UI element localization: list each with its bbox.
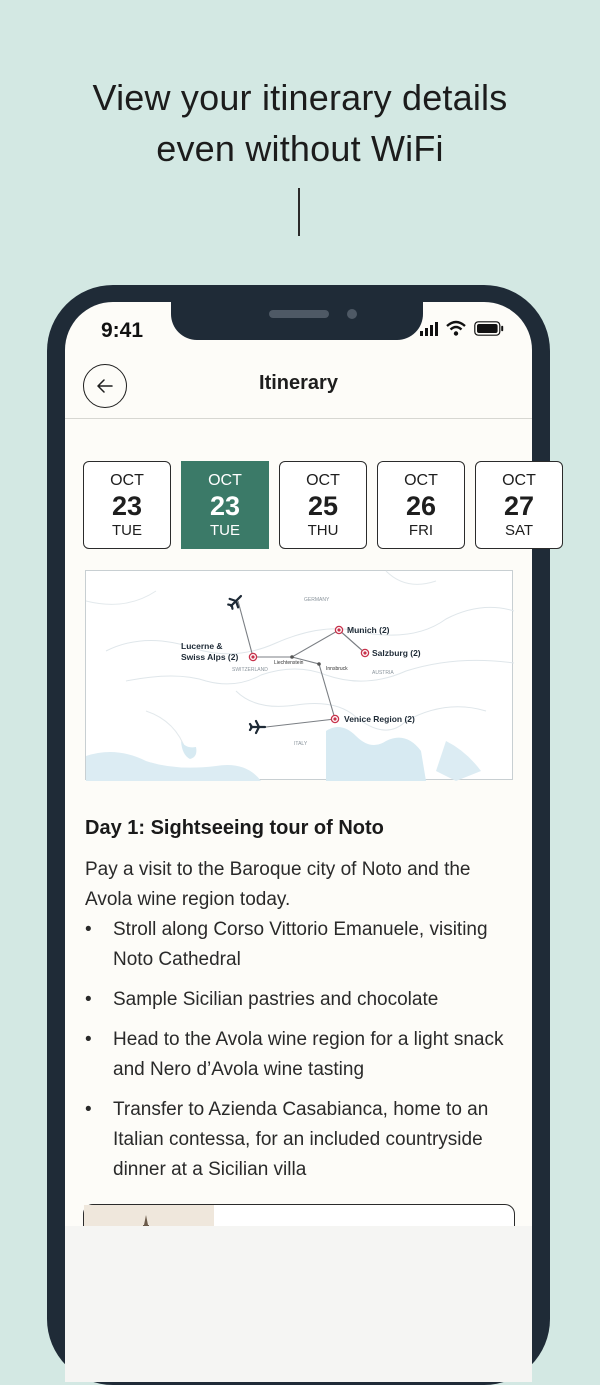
nav-bar: [65, 354, 532, 419]
headline-line-1: View your itinerary details: [92, 77, 508, 118]
map-label-salzburg: Salzburg (2): [372, 648, 421, 658]
speaker-grille: [269, 310, 329, 318]
route-map-graphic: [86, 571, 514, 781]
map-label-italy: ITALY: [294, 741, 308, 747]
headline-line-2: even without WiFi: [156, 128, 444, 169]
plane-icon: [226, 592, 245, 611]
activity-text: Sample Sicilian pastries and chocolate: [113, 989, 439, 1010]
map-label-lucerne-1: Lucerne &: [181, 641, 223, 651]
date-day: 27: [503, 491, 535, 521]
signal-icon: [420, 322, 438, 336]
activity-list: [85, 915, 515, 1195]
date-day: 25: [307, 491, 339, 521]
date-weekday: FRI: [408, 522, 434, 539]
map-label-liechtenstein: Liechtenstein: [274, 660, 304, 666]
date-card-selected[interactable]: [181, 461, 269, 549]
list-item: [85, 1025, 515, 1085]
bullet: •: [85, 1099, 92, 1120]
map-label-munich: Munich (2): [347, 625, 390, 635]
activity-text: Stroll along Corso Vittorio Emanuele, visiting Noto Cathedral: [113, 919, 488, 970]
activity-text: Head to the Avola wine region for a light snack and Nero d’Avola wine tasting: [113, 1029, 504, 1080]
map-label-venice: Venice Region (2): [344, 714, 415, 724]
phone-notch: [171, 300, 423, 340]
date-month: OCT: [208, 472, 242, 489]
bullet: •: [85, 1029, 92, 1050]
map-label-austria: AUSTRIA: [372, 670, 394, 676]
date-card[interactable]: [475, 461, 563, 549]
front-camera: [347, 309, 357, 319]
phone-screen: [65, 302, 536, 1382]
date-weekday: SAT: [504, 522, 534, 539]
bullet: •: [85, 919, 92, 940]
wifi-icon: [446, 321, 466, 336]
status-time: 9:41: [101, 319, 144, 342]
day-title: Day 1: Sightseeing tour of Noto: [85, 817, 384, 839]
status-icons: [420, 321, 504, 336]
date-day: 26: [405, 491, 437, 521]
activity-text: Transfer to Azienda Casabianca, home to an Italian contessa, for an included countryside dinner at a Sicilian villa: [113, 1099, 489, 1180]
map-label-germany: GERMANY: [304, 597, 330, 603]
date-month: OCT: [502, 472, 536, 489]
page-title: Itinerary: [259, 372, 338, 394]
map-label-switzerland: SWITZERLAND: [232, 667, 268, 673]
date-day: 23: [111, 491, 143, 521]
day-intro: Pay a visit to the Baroque city of Noto and the Avola wine region today.: [85, 859, 471, 910]
date-weekday: TUE: [210, 522, 240, 539]
date-weekday: THU: [307, 522, 339, 539]
headline: [0, 72, 600, 174]
route-map[interactable]: [85, 570, 513, 780]
plane-icon: [250, 721, 265, 733]
list-item: [85, 985, 515, 1015]
list-item: [85, 1095, 515, 1185]
date-weekday: TUE: [112, 522, 142, 539]
date-month: OCT: [404, 472, 438, 489]
phone-frame: [47, 285, 550, 1385]
bottom-sheet: [65, 1226, 532, 1382]
map-label-lucerne-2: Swiss Alps (2): [181, 652, 239, 662]
date-card[interactable]: [377, 461, 465, 549]
battery-icon: [474, 321, 504, 336]
date-day: 23: [209, 491, 241, 521]
date-card[interactable]: [83, 461, 171, 549]
date-month: OCT: [110, 472, 144, 489]
list-item: [85, 915, 515, 975]
headline-divider: [298, 188, 300, 236]
date-card[interactable]: [279, 461, 367, 549]
date-month: OCT: [306, 472, 340, 489]
bullet: •: [85, 989, 92, 1010]
map-label-innsbruck: Innsbruck: [326, 666, 348, 672]
date-selector: [83, 461, 543, 551]
